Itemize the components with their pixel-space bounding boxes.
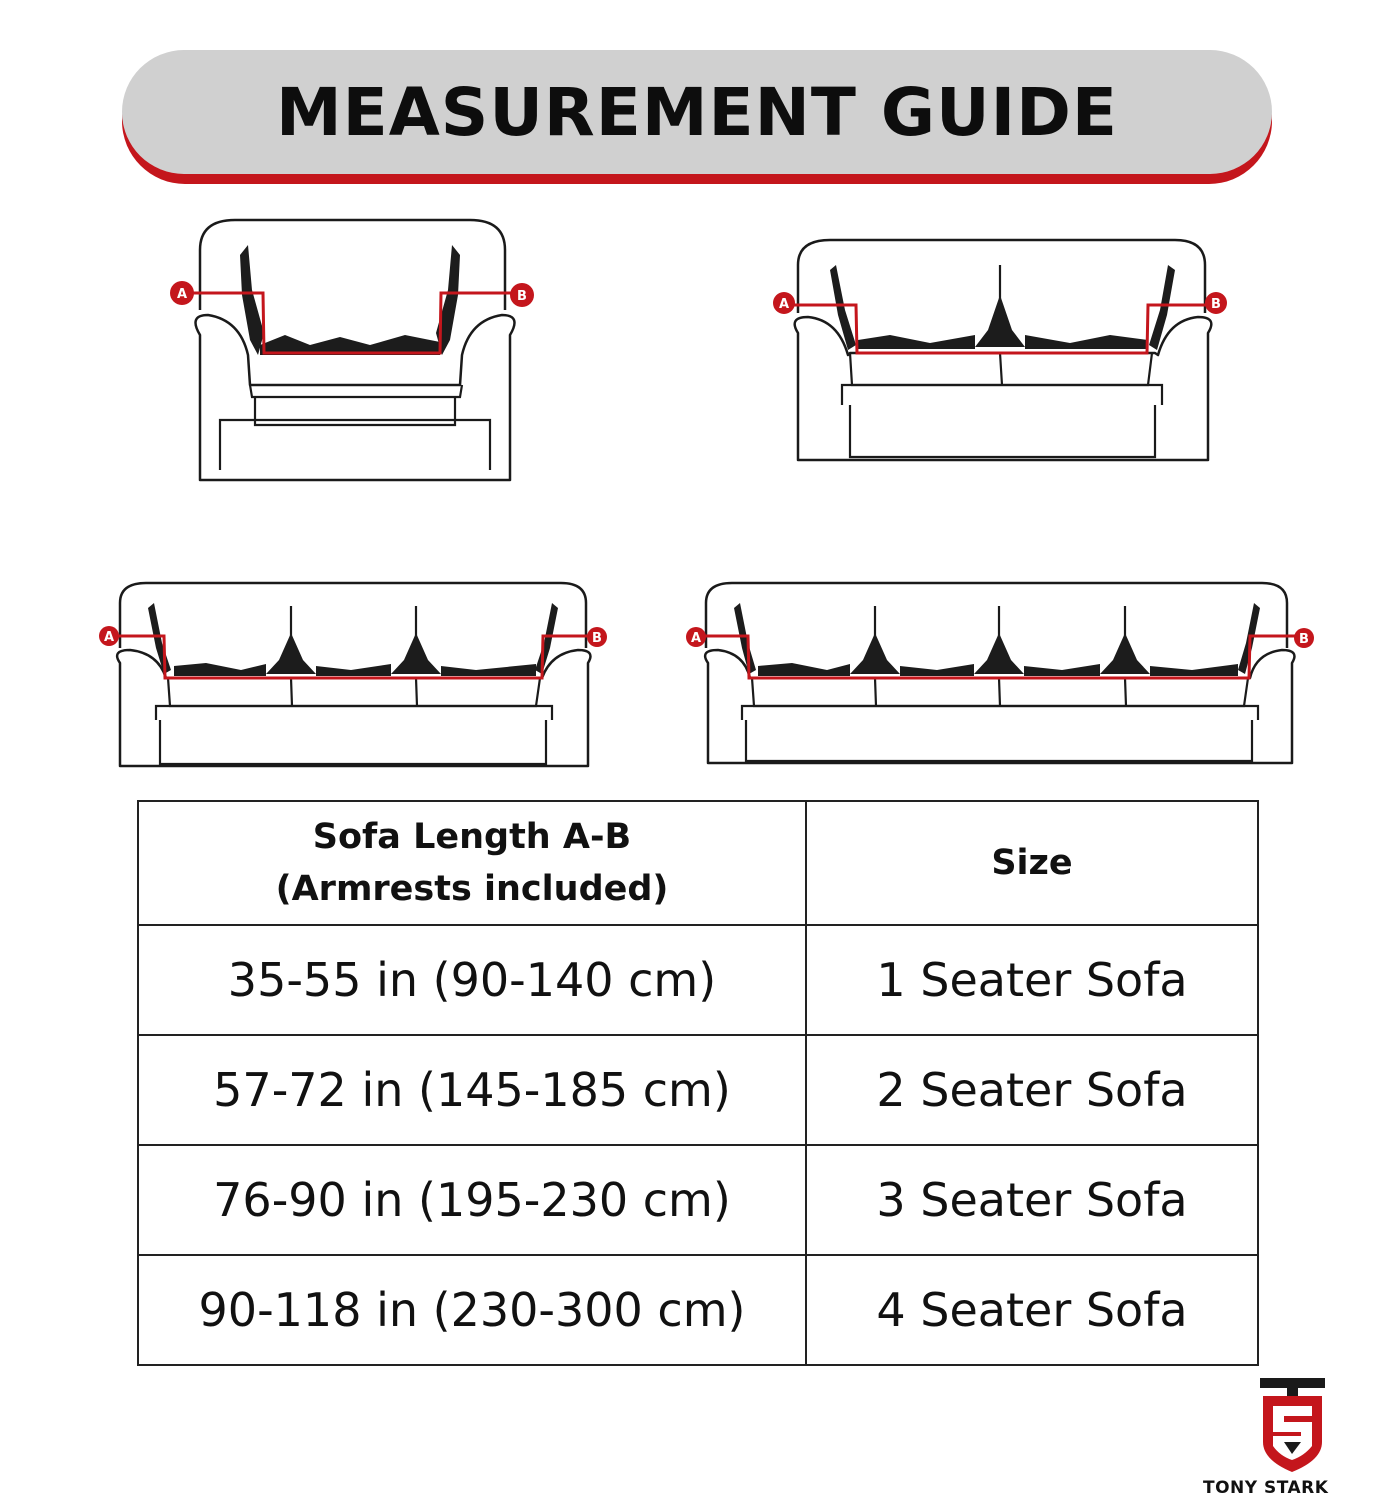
size-table: [137, 800, 1259, 1366]
marker-b-label: B: [592, 631, 602, 646]
marker-a-label: A: [778, 297, 790, 312]
marker-a-label: A: [103, 630, 115, 645]
length-header-note: (Armrests included): [275, 869, 669, 909]
banner: [122, 50, 1272, 174]
length-header-label: Sofa Length A-B: [312, 817, 632, 857]
marker-b-label: B: [1299, 632, 1309, 647]
table-row: [138, 925, 1258, 1035]
brand-name: TONY STARK: [1203, 1478, 1329, 1498]
brand-logo-icon: [1200, 1370, 1390, 1495]
length-cell: 90-118 in (230-300 cm): [138, 1255, 806, 1365]
size-cell: 1 Seater Sofa: [806, 925, 1258, 1035]
marker-b-label: B: [1211, 297, 1221, 312]
sofa-4-seater-illustration: [682, 578, 1322, 773]
sofa-3-seater-illustration: [96, 578, 621, 773]
size-cell: 2 Seater Sofa: [806, 1035, 1258, 1145]
table-row: [138, 1255, 1258, 1365]
length-cell: 76-90 in (195-230 cm): [138, 1145, 806, 1255]
page-title: MEASUREMENT GUIDE: [275, 73, 1119, 151]
length-cell: 35-55 in (90-140 cm): [138, 925, 806, 1035]
sofa-1-seater-illustration: [160, 215, 540, 490]
table-row: [138, 1145, 1258, 1255]
table-header-row: [138, 801, 1258, 925]
table-row: [138, 1035, 1258, 1145]
length-column-header: [138, 801, 806, 925]
size-column-header: Size: [806, 801, 1258, 925]
marker-a-label: A: [176, 287, 188, 302]
length-cell: 57-72 in (145-185 cm): [138, 1035, 806, 1145]
size-cell: 4 Seater Sofa: [806, 1255, 1258, 1365]
marker-b-label: B: [517, 289, 527, 304]
marker-a-label: A: [690, 631, 702, 646]
size-cell: 3 Seater Sofa: [806, 1145, 1258, 1255]
sofa-2-seater-illustration: [770, 235, 1240, 470]
